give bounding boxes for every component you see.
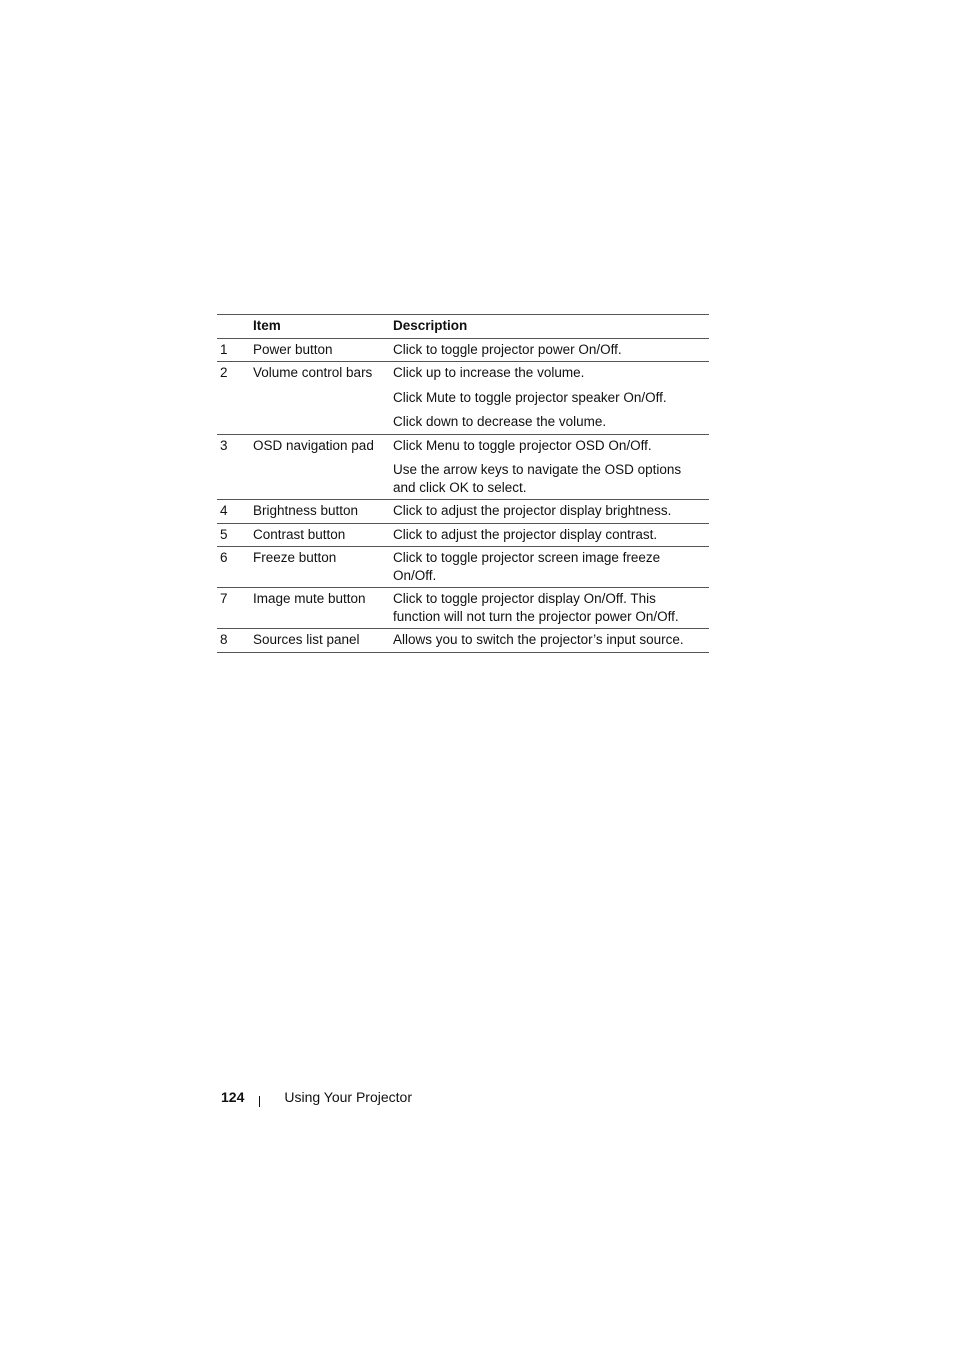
table-row-group xyxy=(217,362,709,435)
table-row xyxy=(217,523,709,547)
page-number: 124 xyxy=(221,1089,245,1105)
description-line: Click up to increase the volume. xyxy=(393,365,585,380)
section-title: Using Your Projector xyxy=(284,1089,412,1105)
table-row-group xyxy=(217,629,709,653)
table-row xyxy=(217,547,709,588)
row-item: OSD navigation pad xyxy=(253,437,374,453)
description-line: Click Menu to toggle projector OSD On/Off. xyxy=(393,437,652,453)
description-line: Click to toggle projector power On/Off. xyxy=(393,341,622,357)
description-line: Click to toggle projector screen image freeze On/Off. xyxy=(393,550,661,583)
footer-divider xyxy=(259,1096,260,1107)
table-row xyxy=(217,434,709,500)
row-item: Contrast button xyxy=(253,526,346,542)
row-number: 1 xyxy=(220,341,228,357)
row-description xyxy=(390,547,709,588)
row-description xyxy=(390,434,709,500)
row-description xyxy=(390,362,709,435)
row-number: 2 xyxy=(220,365,228,380)
row-number: 6 xyxy=(220,550,228,565)
header-item: Item xyxy=(253,318,281,333)
row-description xyxy=(390,588,709,629)
table-row-group xyxy=(217,523,709,547)
row-item: Brightness button xyxy=(253,503,359,518)
row-number: 7 xyxy=(220,591,228,606)
row-item: Volume control bars xyxy=(253,365,373,380)
description-line: Click Mute to toggle projector speaker On/Off. xyxy=(393,389,667,405)
description-line: Click to adjust the projector display brightness. xyxy=(393,503,672,518)
table-row-group xyxy=(217,547,709,588)
table-row-group xyxy=(217,588,709,629)
description-line: Use the arrow keys to navigate the OSD options and click OK to select. xyxy=(393,462,682,495)
row-number: 5 xyxy=(220,526,228,542)
header-num xyxy=(217,315,250,339)
description-line: Click down to decrease the volume. xyxy=(393,414,607,429)
table-row xyxy=(217,338,709,362)
table-row-group xyxy=(217,434,709,500)
table-header-row xyxy=(217,315,709,339)
row-number: 8 xyxy=(220,632,228,647)
description-table xyxy=(217,314,709,653)
table-row xyxy=(217,588,709,629)
description-line: Allows you to switch the projector’s input source. xyxy=(393,632,684,647)
page-footer xyxy=(221,1088,412,1107)
row-item: Freeze button xyxy=(253,550,337,565)
table-row xyxy=(217,629,709,653)
row-item: Image mute button xyxy=(253,591,366,606)
row-item: Sources list panel xyxy=(253,632,360,647)
row-number: 4 xyxy=(220,503,228,518)
row-description xyxy=(390,629,709,653)
row-description xyxy=(390,500,709,524)
table-row-group xyxy=(217,338,709,362)
row-number: 3 xyxy=(220,437,228,453)
header-description: Description xyxy=(393,318,468,333)
table-row-group xyxy=(217,500,709,524)
table-row xyxy=(217,500,709,524)
row-description xyxy=(390,338,709,362)
table-row xyxy=(217,362,709,435)
description-line: Click to toggle projector display On/Off. This function will not turn the projector power On/Off. xyxy=(393,591,679,624)
row-description xyxy=(390,523,709,547)
description-line: Click to adjust the projector display contrast. xyxy=(393,526,658,542)
row-item: Power button xyxy=(253,341,333,357)
